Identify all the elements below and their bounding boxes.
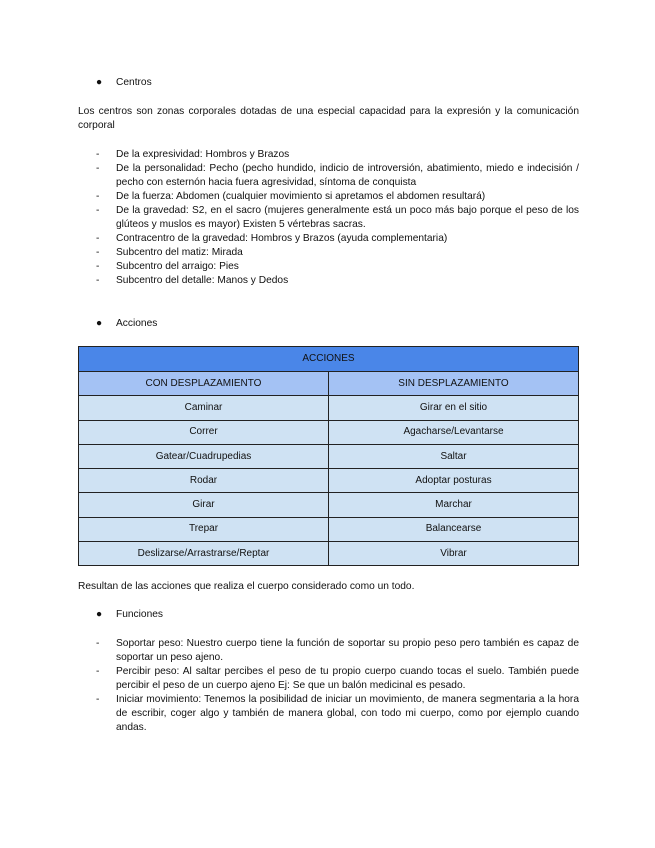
table-cell: Balancearse	[329, 517, 579, 541]
funciones-list	[96, 637, 579, 735]
dash-marker: -	[96, 163, 100, 174]
list-item: - De la personalidad: Pecho (pecho hundido, indicio de introversión, abatimiento, miedo e indecisión / pecho con esternón hacia fuera agresividad, síntoma de conquista	[96, 163, 579, 188]
dash-marker: -	[96, 261, 100, 272]
table-row	[79, 469, 579, 493]
section-title: Centros	[116, 77, 152, 88]
centros-list	[96, 148, 579, 288]
bullet-icon: ●	[96, 318, 103, 329]
dash-marker: -	[96, 666, 100, 677]
list-item: - Soportar peso: Nuestro cuerpo tiene la función de soportar su propio peso pero también es capaz de soportar un peso ajeno.	[96, 638, 579, 663]
table-cell: Gatear/Cuadrupedias	[79, 444, 329, 468]
table-cell: Adoptar posturas	[329, 469, 579, 493]
dash-marker: -	[96, 275, 100, 286]
column-header: CON DESPLAZAMIENTO	[79, 372, 329, 396]
acciones-table	[78, 346, 579, 566]
acciones-note: Resultan de las acciones que realiza el cuerpo considerado como un todo.	[78, 581, 415, 592]
list-item: - Subcentro del matiz: Mirada	[96, 247, 243, 258]
table-cell: Caminar	[79, 396, 329, 420]
table-cell: Saltar	[329, 444, 579, 468]
list-item: - De la expresividad: Hombros y Brazos	[96, 149, 290, 160]
list-item: - Subcentro del detalle: Manos y Dedos	[96, 275, 289, 286]
dash-marker: -	[96, 191, 100, 202]
table-row	[79, 517, 579, 541]
table-cell: Vibrar	[329, 542, 579, 566]
table-cell: Trepar	[79, 517, 329, 541]
list-item: - Contracentro de la gravedad: Hombros y Brazos (ayuda complementaria)	[96, 233, 448, 244]
section-title: Funciones	[116, 609, 164, 620]
table-row	[79, 493, 579, 517]
table-title: ACCIONES	[79, 347, 579, 372]
list-item: - Iniciar movimiento: Tenemos la posibilidad de iniciar un movimiento, de manera segmentaria a la hora de escribir, coger algo y también de manera global, con todo mi cuerpo, como por ejemplo cuando andas.	[96, 694, 579, 733]
table-row	[79, 420, 579, 444]
list-item: - Subcentro del arraigo: Pies	[96, 261, 239, 272]
column-header: SIN DESPLAZAMIENTO	[329, 372, 579, 396]
list-item: - Percibir peso: Al saltar percibes el peso de tu propio cuerpo cuando tocas el suelo. También puede percibir el peso de un cuerpo ajeno Ej: Se que un balón medicinal es pesado.	[96, 666, 579, 691]
section-heading-acciones	[96, 317, 157, 331]
list-item: - De la fuerza: Abdomen (cualquier movimiento si apretamos el abdomen resultará)	[96, 191, 486, 202]
table-row	[79, 542, 579, 566]
dash-marker: -	[96, 694, 100, 705]
table-row	[79, 444, 579, 468]
dash-marker: -	[96, 638, 100, 649]
table-cell: Deslizarse/Arrastrarse/Reptar	[79, 542, 329, 566]
dash-marker: -	[96, 149, 100, 160]
dash-marker: -	[96, 247, 100, 258]
bullet-icon: ●	[96, 77, 103, 88]
list-item: - De la gravedad: S2, en el sacro (mujeres generalmente está un poco más bajo porque el peso de los glúteos y muslos es mayor) Existen 5 vértebras sacras.	[96, 205, 579, 230]
bullet-icon: ●	[96, 609, 103, 620]
table-cell: Girar	[79, 493, 329, 517]
table-cell: Agacharse/Levantarse	[329, 420, 579, 444]
table-row	[79, 396, 579, 420]
dash-marker: -	[96, 205, 100, 216]
section-heading-funciones	[96, 608, 163, 622]
dash-marker: -	[96, 233, 100, 244]
table-cell: Correr	[79, 420, 329, 444]
section-heading-centros	[96, 76, 152, 90]
section-title: Acciones	[116, 318, 158, 329]
table-cell: Marchar	[329, 493, 579, 517]
table-cell: Girar en el sitio	[329, 396, 579, 420]
centros-intro: Los centros son zonas corporales dotadas de una especial capacidad para la expresión y la comunicación corporal	[78, 106, 579, 131]
table-cell: Rodar	[79, 469, 329, 493]
